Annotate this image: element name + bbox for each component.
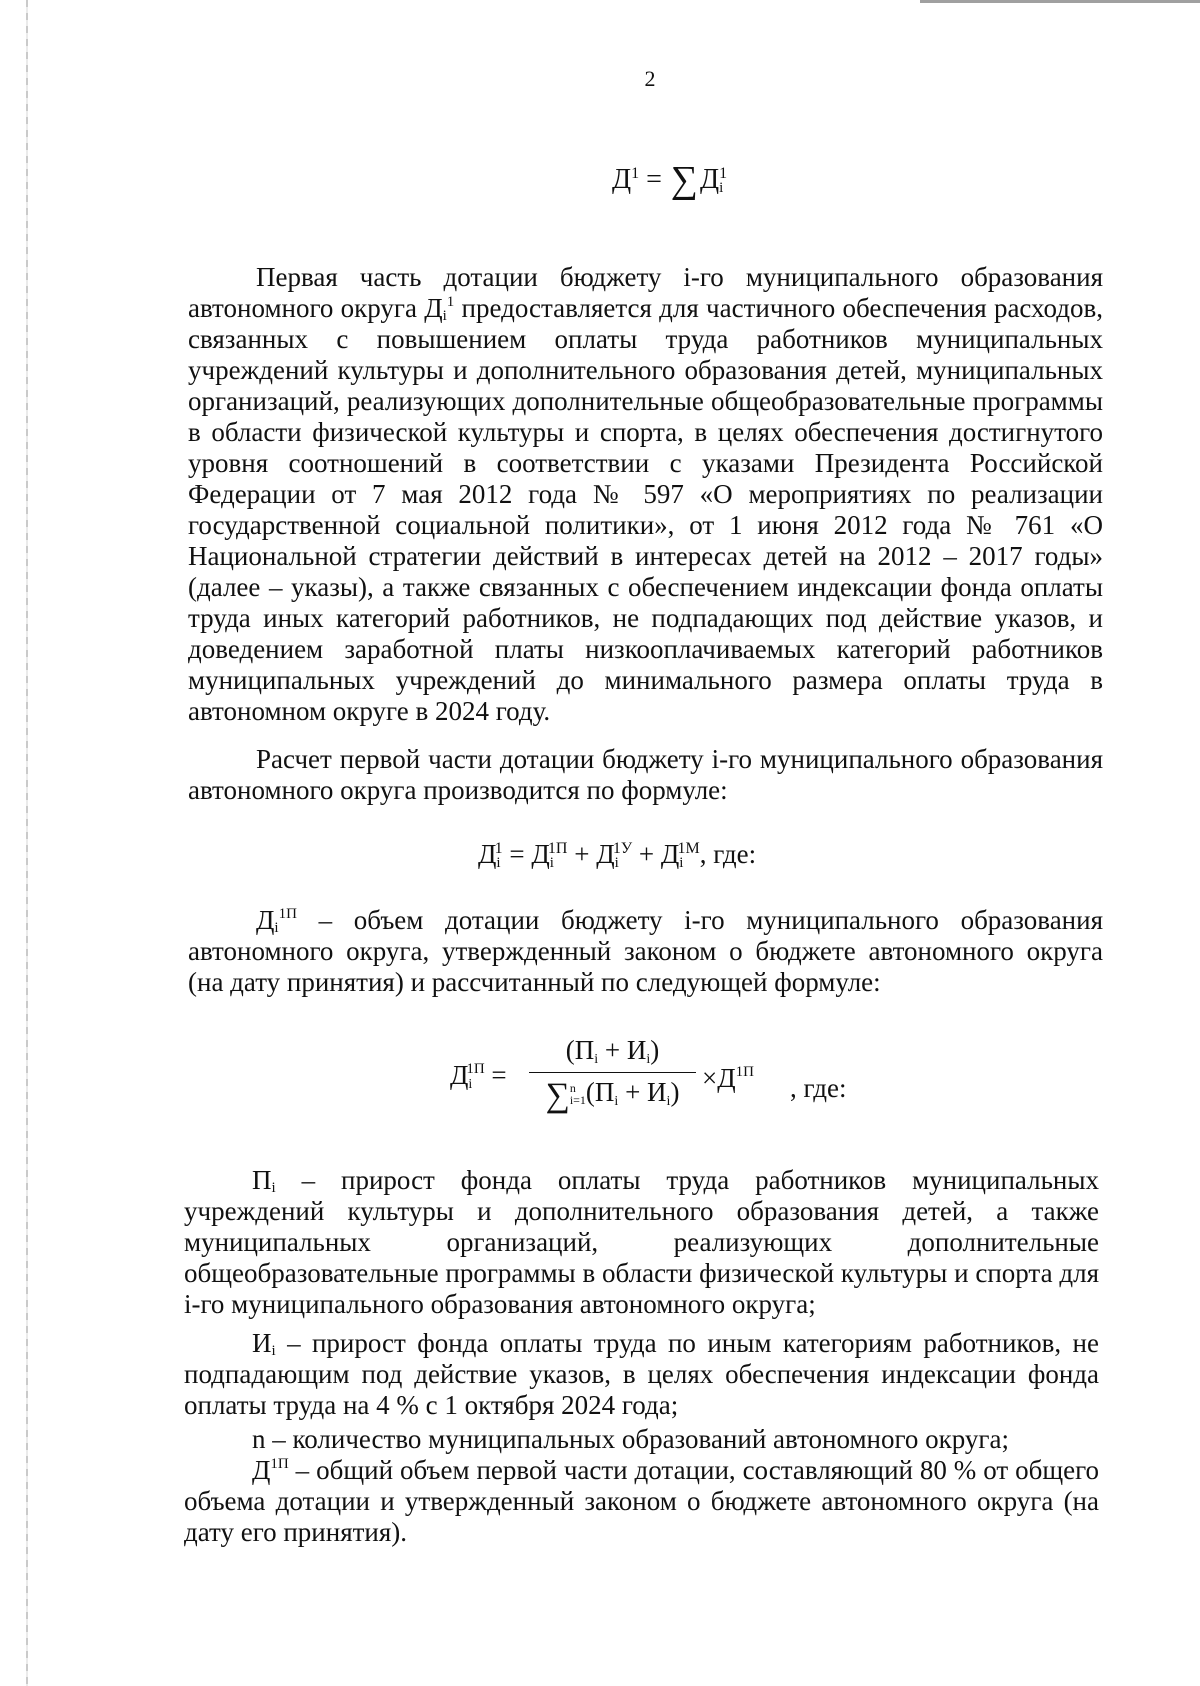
paragraph-first-part-text-cont: предоставляется для частичного обеспечения расходов, связанных с повышением оплаты труда работников муниципальных учреждений культуры и дополнительного образования детей, муниципальных организаций, реализующих дополнительные общеобразовательные программы в области физической культуры и спорта, в целях обеспечения достигнутого уровня соотношений в соответствии с указами Президента Российской Федерации от 7 мая 2012 года № 597 «О мероприятиях по реализации государственной социальной политики», от 1 июня 2012 года № 761 «О Национальной стратегии действий в интересах детей на 2012 – 2017 годы» (далее – указы), а также связанных с обеспечением индексации фонда оплаты труда иных категорий работников, не подпадающих под действие указов, и доведением заработной платы низкооплачиваемых категорий работников муниципальных учреждений до минимального размера оплаты труда в автономном округе в 2024 году. [188,293,1103,726]
formula-symbol-d: Д [531,839,550,869]
symbol-subscript: i [442,308,447,324]
formula-total-lhs: Д [612,164,632,195]
formula-total-rhs: Д [700,164,720,195]
paragraph-d1p-definition-text: – объем дотации бюджету i-го муниципального образования автономного округа, утвержденный законом о бюджете автономного округа (на дату принятия) и рассчитанный по следующей формуле: [188,905,1103,997]
numerator-plus: + И [598,1035,647,1065]
formula-superscript: 1 [494,840,503,857]
symbol-superscript: 1П [278,906,297,922]
definition-p-symbol: П [252,1165,272,1195]
formula-subscript: i [646,1052,651,1067]
sum-symbol: ∑ [545,1077,570,1114]
formula-total-rhs-sub: i [719,180,724,196]
sum-upper-limit: n [569,1081,576,1095]
formula-fraction [450,1035,870,1145]
definition-n-text: n – количество муниципальных образований автономного округа; [252,1424,1009,1454]
denominator-open: (П [585,1077,615,1107]
formula-subscript: i [614,855,619,871]
formula-equals: = [502,839,532,869]
fraction [525,1035,700,1115]
formula-total-equals: = [646,164,662,195]
formula-subscript: i [549,855,554,871]
paragraph-calculation-intro-text: Расчет первой части дотации бюджету i-го муниципального образования автономного округа производится по формуле: [188,744,1103,805]
formula-superscript: 1П [547,840,568,857]
formula-subscript: i [468,1077,473,1092]
formula-symbol-d: Д [450,1060,469,1090]
symbol-superscript: 1 [446,294,455,310]
definition-p-text: – прирост фонда оплаты труда работников муниципальных учреждений культуры и дополнительного образования детей, а также муниципальных организаций, реализующих дополнительные общеобразовательные программы в области физической культуры и спорта для i-го муниципального образования автономного округа; [184,1165,1099,1319]
formula-total-lhs-sup: 1 [631,165,640,182]
formula-symbol-d: Д [478,839,497,869]
definition-d1p-text: – общий объем первой части дотации, составляющий 80 % от общего объема дотации и утвержденный законом о бюджете автономного округа (на дату его принятия). [184,1455,1099,1547]
multiplier-text: ×Д [702,1063,736,1093]
paragraph-first-part [188,262,1103,727]
fraction-denominator [525,1073,700,1115]
paragraph-d1p-definition [188,905,1103,998]
symbol-subscript: i [271,1180,276,1196]
formula-superscript: 1М [677,840,700,857]
formula-subscript: i [594,1052,599,1067]
scan-edge-top [920,0,1200,3]
scan-edge-left [26,0,28,1686]
formula-fraction-tail: , где: [790,1073,847,1103]
numerator-open: (П [565,1035,595,1065]
formula-superscript: 1У [612,840,633,857]
paragraph-first-part-text: Первая часть дотации бюджету i-го муниципального образования автономного округа Д [188,262,1103,323]
paragraph-definition-p [184,1165,1099,1320]
denominator-close: ) [670,1077,680,1107]
definition-d1p-symbol: Д [252,1455,271,1485]
formula-subscript: i [496,855,501,871]
formula-tail: , где: [699,839,757,869]
formula-plus: + [567,839,597,869]
sum-symbol: ∑ [670,159,698,201]
formula-multiplier [702,1063,754,1094]
formula-symbol-d: Д [660,839,680,869]
definition-i-symbol: И [252,1328,272,1358]
formula-plus: + [632,839,661,869]
formula-superscript: 1П [735,1064,754,1080]
numerator-close: ) [650,1035,660,1065]
paragraph-definition-i [184,1328,1099,1421]
paragraph-definition-d1p [184,1455,1099,1548]
formula-equals: = [484,1060,507,1090]
symbol-subscript: i [271,1343,276,1359]
symbol-subscript: i [274,920,279,936]
formula-symbol-d: Д [596,839,615,869]
denominator-plus: + И [618,1077,667,1107]
paragraph-d1p-symbol: Д [256,905,275,935]
definition-i-text: – прирост фонда оплаты труда по иным категориям работников, не подпадающим под действие указов, в целях обеспечения индексации фонда оплаты труда на 4 % с 1 октября 2024 года; [184,1328,1099,1420]
symbol-superscript: 1П [270,1456,289,1472]
fraction-numerator [525,1035,700,1072]
paragraph-calculation-intro [188,744,1103,806]
formula-total [612,159,728,202]
sum-limits [570,1082,586,1106]
paragraph-definition-n [184,1424,1099,1455]
formula-subscript: i [614,1094,619,1109]
formula-composition [478,840,756,872]
formula-superscript: 1П [466,1061,485,1077]
page-number: 2 [644,66,656,91]
formula-total-rhs-sup: 1 [719,165,728,182]
sum-lower-limit: i=1 [569,1093,586,1107]
formula-subscript: i [666,1094,671,1109]
formula-fraction-lhs [450,1060,507,1091]
formula-subscript: i [679,855,684,871]
